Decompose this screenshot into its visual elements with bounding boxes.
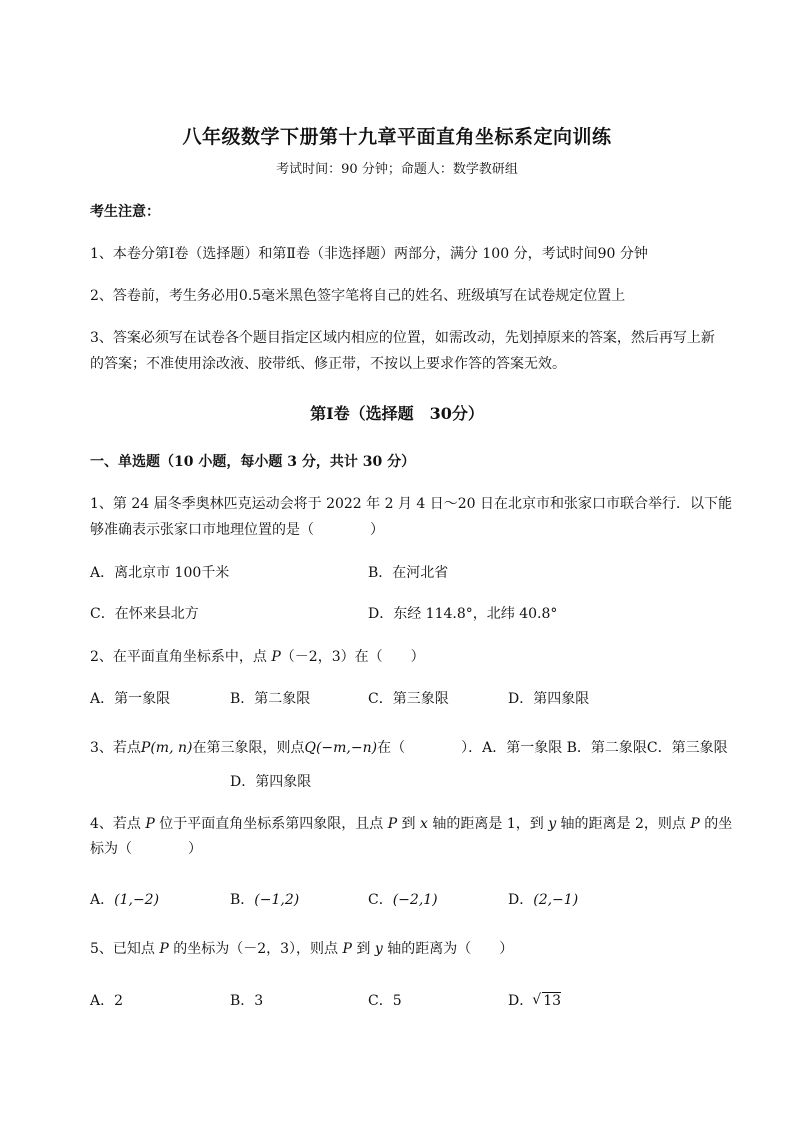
q1-option-a: A．离北京市 100千米	[90, 565, 230, 581]
q5-option-d-label: D．	[508, 993, 534, 1009]
q4-option-c	[368, 889, 438, 909]
q4-var-p: P	[690, 816, 700, 832]
q4-var-x: x	[420, 816, 428, 832]
notice-item-3-cont: 的答案；不准使用涂改液、胶带纸、修正带，不按以上要求作答的答案无效。	[90, 356, 566, 372]
q2-point: P	[271, 649, 281, 665]
q4-option-b-value: (−1,2)	[254, 892, 300, 908]
page-title: 八年级数学下册第十九章平面直角坐标系定向训练	[182, 126, 612, 148]
q4-option-d-value: (2,−1)	[533, 892, 579, 908]
q5-option-b: B．3	[230, 993, 264, 1009]
q5-text: 的坐标为（－2，3），则点	[168, 941, 343, 957]
q4-option-d-label: D．	[508, 892, 534, 908]
question-1-line-1: 1、第 24 届冬季奥林匹克运动会将于 2022 年 2 月 4 日～20 日在北京市和张家口市联合举行．以下能	[90, 496, 733, 512]
q4-text: 4、若点	[90, 816, 146, 832]
notice-item-2: 2、答卷前，考生务必用0.5毫米黑色签字笔将自己的姓名、班级填写在试卷规定位置上	[90, 288, 626, 304]
exam-info: 考试时间：90 分钟；命题人：数学教研组	[276, 162, 518, 177]
question-5	[90, 938, 513, 958]
q4-option-a	[90, 889, 159, 909]
q3-point-q: Q(−m,−n)	[304, 740, 378, 756]
q3-text-pre: 3、若点	[90, 740, 141, 756]
q1-option-b: B．在河北省	[368, 565, 449, 581]
q1-option-c: C．在怀来县北方	[90, 606, 199, 622]
sqrt-symbol	[533, 993, 561, 1009]
q2-text: 2、在平面直角坐标系中，点	[90, 649, 272, 665]
notice-item-3: 3、答案必须写在试卷各个题目指定区域内相应的位置，如需改动，先划掉原来的答案，然后再写上新	[90, 330, 715, 346]
question-3	[90, 737, 728, 757]
q5-text: 到	[351, 941, 375, 957]
q4-option-d	[508, 889, 578, 909]
q5-text: 轴的距离为（ ）	[382, 941, 514, 957]
q1-option-d: D．东经 114.8°，北纬 40.8°	[368, 606, 558, 622]
q4-text: 到	[397, 816, 421, 832]
section-title: 第Ⅰ卷（选择题 30分）	[310, 404, 484, 423]
q5-option-c: C．5	[368, 993, 402, 1009]
q3-point-p: P(m, n)	[140, 740, 193, 756]
q2-option-a: A．第一象限	[90, 691, 171, 707]
q3-text-post: 在（ ）．A．第一象限 B．第二象限C．第三象限	[377, 740, 728, 756]
q5-text: 5、已知点	[90, 941, 160, 957]
notice-item-1: 1、本卷分第Ⅰ卷（选择题）和第Ⅱ卷（非选择题）两部分，满分 100 分，考试时间90 分钟	[90, 246, 648, 262]
q5-option-a: A．2	[90, 993, 124, 1009]
q4-option-b	[230, 889, 299, 909]
question-4-line-2: 标为（ ）	[90, 841, 202, 857]
part-heading: 一、单选题（10 小题，每小题 3 分，共计 30 分）	[90, 454, 416, 470]
q5-option-d-radicand: 13	[543, 993, 562, 1009]
q4-var-p: P	[387, 816, 398, 832]
q3-text-mid: 在第三象限，则点	[192, 740, 305, 756]
q4-text: 的坐	[699, 816, 733, 832]
q5-var-y: y	[374, 941, 383, 957]
question-4-line-1	[90, 813, 732, 833]
q4-text: 轴的距离是 1，到	[427, 816, 549, 832]
q4-option-c-value: (−2,1)	[392, 892, 438, 908]
q4-var-y: y	[548, 816, 557, 832]
q2-option-b: B．第二象限	[230, 691, 311, 707]
q2-option-c: C．第三象限	[368, 691, 449, 707]
notice-heading: 考生注意：	[90, 204, 160, 220]
q2-option-d: D．第四象限	[508, 691, 590, 707]
q4-text: 位于平面直角坐标系第四象限，且点	[154, 816, 388, 832]
question-1-line-2: 够准确表示张家口市地理位置的是（ ）	[90, 522, 384, 538]
question-2	[90, 646, 425, 666]
q4-option-a-label: A．	[90, 892, 115, 908]
q4-option-b-label: B．	[230, 892, 255, 908]
q4-option-a-value: (1,−2)	[114, 892, 160, 908]
q5-var-p: P	[159, 941, 169, 957]
q4-var-p: P	[145, 816, 155, 832]
q3-option-d: D．第四象限	[230, 774, 312, 790]
q5-var-p: P	[342, 941, 352, 957]
q2-coord: （－2，3）在（ ）	[280, 649, 425, 665]
q4-text: 轴的距离是 2，则点	[556, 816, 691, 832]
q4-option-c-label: C．	[368, 892, 393, 908]
q5-option-d	[508, 990, 561, 1010]
